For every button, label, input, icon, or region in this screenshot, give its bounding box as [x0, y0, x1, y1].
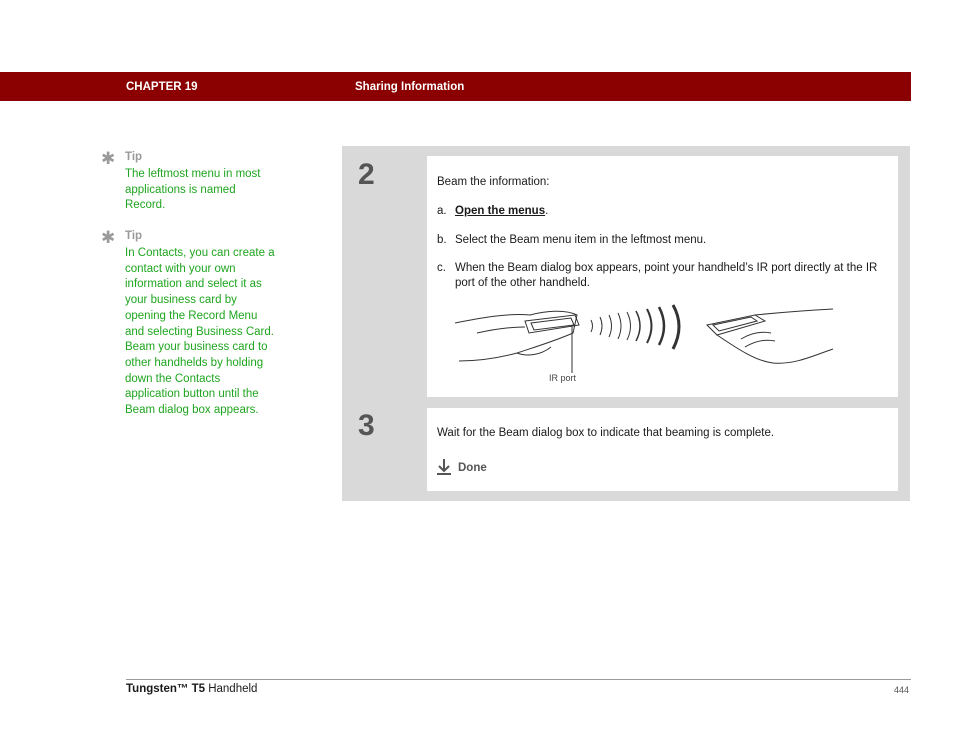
- beaming-illustration: [455, 303, 835, 385]
- substep-a-marker: a.: [437, 205, 447, 217]
- step-number: 3: [358, 409, 375, 442]
- substep-b-marker: b.: [437, 234, 447, 246]
- done-label: Done: [458, 462, 487, 474]
- section-title: Sharing Information: [355, 81, 465, 93]
- page-number: 444: [894, 685, 910, 695]
- ir-port-caption: IR port: [549, 373, 577, 383]
- chapter-label: CHAPTER 19: [126, 81, 198, 93]
- step-3-text: Wait for the Beam dialog box to indicate that beaming is complete.: [437, 427, 775, 439]
- step-3-panel: [427, 408, 898, 491]
- footer-product: [126, 683, 257, 695]
- substep-c-text: When the Beam dialog box appears, point your handheld’s IR port directly at the IR port of the other handheld.: [455, 262, 878, 289]
- asterisk-icon: ✱: [101, 228, 116, 247]
- substep-a: [455, 204, 548, 219]
- step-number: 2: [358, 158, 375, 191]
- tip-text: The leftmost menu in most applications is named Record.: [125, 168, 261, 212]
- tip-text: In Contacts, you can create a contact with your own information and select it as your business card by opening the Record Menu and selecting Business Card. Beam your business card to other handhelds by holding down the Contacts application button until the Beam dialog box appears.: [125, 247, 275, 417]
- footer-divider: [126, 679, 911, 680]
- substep-c-marker: c.: [437, 262, 446, 274]
- tip-label: Tip: [125, 230, 143, 242]
- product-suffix: Handheld: [205, 683, 258, 695]
- product-brand: Tungsten™ T5: [126, 683, 206, 695]
- done-arrow-icon: [436, 458, 452, 476]
- substep-a-period: .: [545, 205, 549, 217]
- step-2-intro: Beam the information:: [437, 176, 550, 188]
- asterisk-icon: ✱: [101, 149, 116, 168]
- tip-label: Tip: [125, 151, 143, 163]
- substep-b-text: Select the Beam menu item in the leftmost menu.: [455, 234, 707, 246]
- open-menus-link[interactable]: Open the menus: [455, 205, 546, 217]
